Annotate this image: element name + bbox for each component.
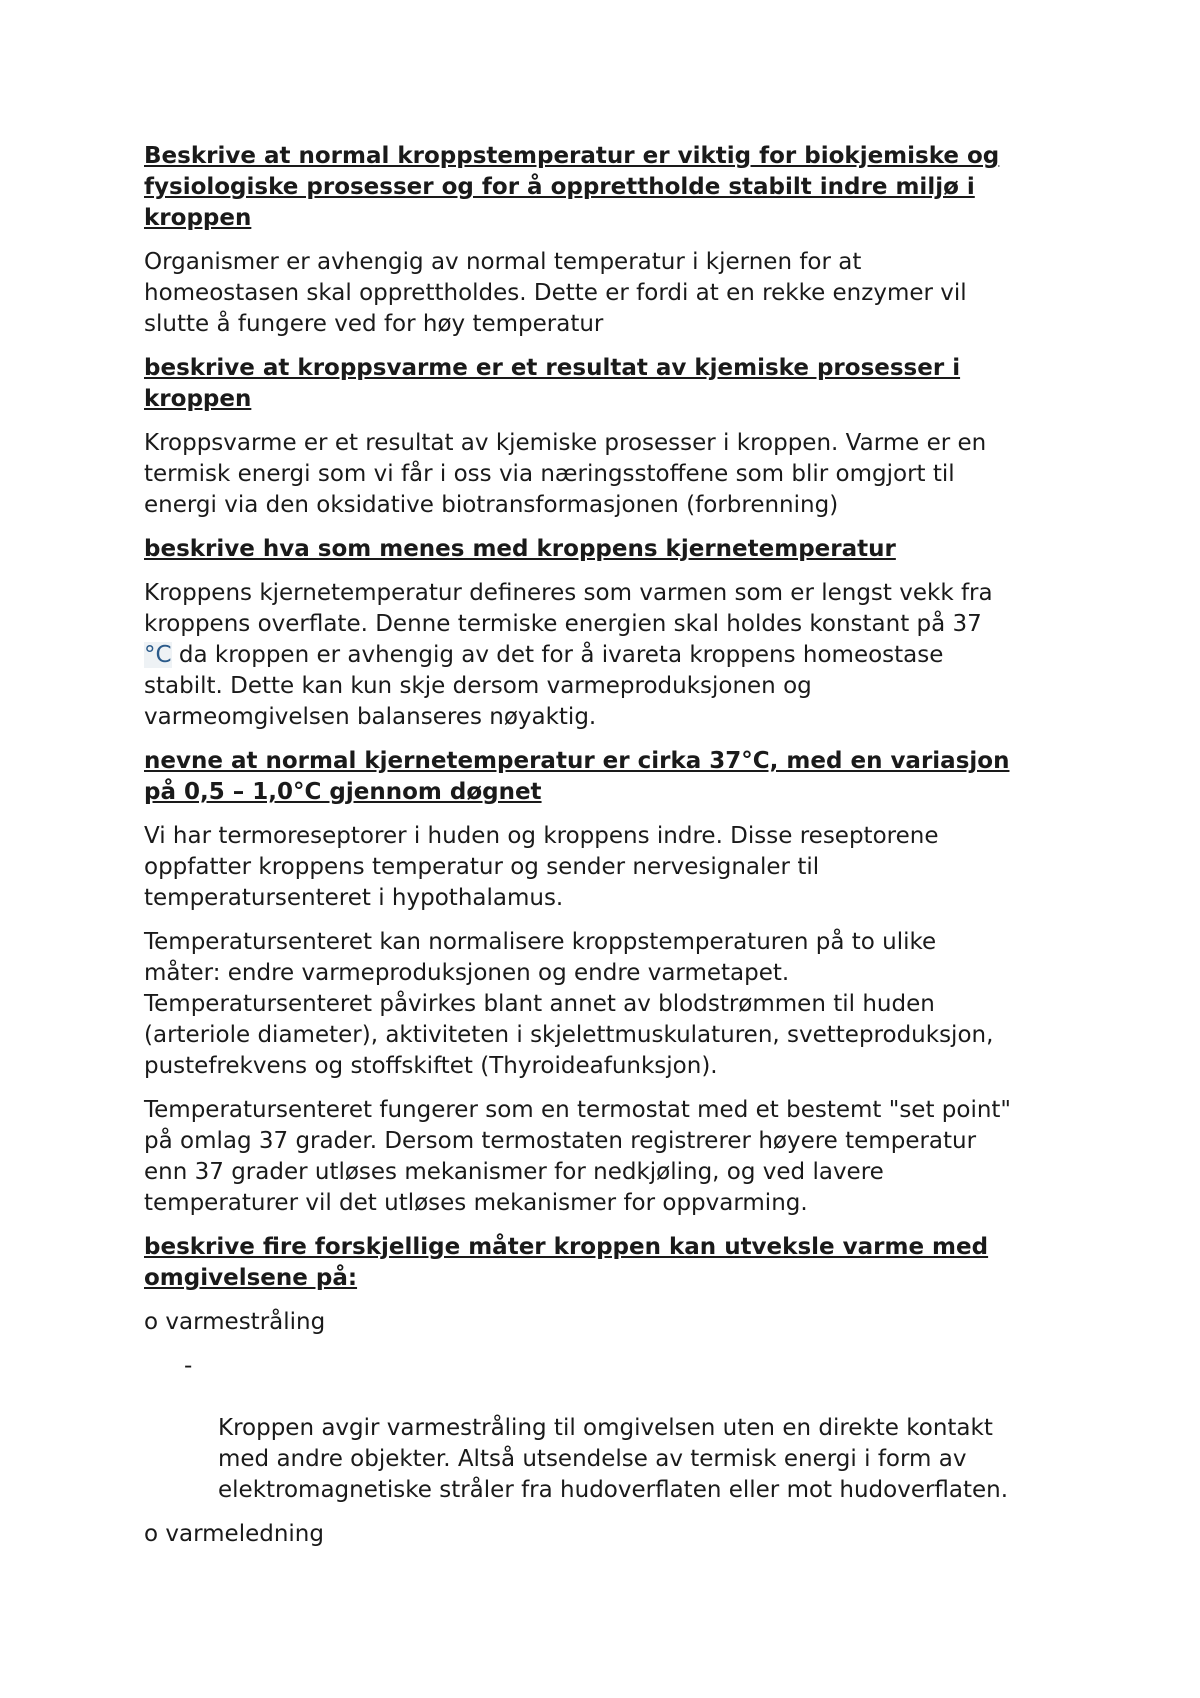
- degree-celsius-highlight: °C: [144, 642, 172, 668]
- list-item-conduction: o varmeledning: [144, 1521, 324, 1547]
- paragraph-thermostat: Temperatursenteret fungerer som en termostat med et bestemt "set point" på omlag 37 grader. Dersom termostaten registrerer høyere temperatur enn 37 grader utløses mekanismer for nedkjøling, og ved lavere temperaturer vil det utløses mekanismer for oppvarming.: [144, 1097, 1012, 1216]
- list-item-radiation: o varmestråling: [144, 1309, 326, 1335]
- radiation-detail-text: Kroppen avgir varmestråling til omgivelsen uten en direkte kontakt med andre objekter. Altså utsendelse av termisk energi i form av elektromagnetiske stråler fra hudoverflaten eller mot hudoverflaten.: [218, 1415, 1009, 1503]
- core-temperature-text-start: Kroppens kjernetemperatur defineres som varmen som er lengst vekk fra kroppens overflate. Denne termiske energien skal holdes konstant på 37: [144, 580, 993, 637]
- dash-bullet: -: [184, 1353, 193, 1379]
- list-item-radiation-detail: [144, 1351, 1074, 1506]
- paragraph-thermoreceptors: Vi har termoreseptorer i huden og kroppens indre. Disse reseptorene oppfatter kroppens temperatur og sender nervesignaler til temperatursenteret i hypothalamus.: [144, 823, 939, 911]
- section-heading-heat-exchange: beskrive fire forskjellige måter kroppen kan utveksle varme med omgivelsene på:: [144, 1234, 989, 1291]
- core-temperature-text-end: da kroppen er avhengig av det for å ivareta kroppens homeostase stabilt. Dette kan kun skje dersom varmeproduksjonen og varmeomgivelsen balanseres nøyaktig.: [144, 642, 944, 730]
- paragraph-body-heat: Kroppsvarme er et resultat av kjemiske prosesser i kroppen. Varme er en termisk energi som vi får i oss via næringsstoffene som blir omgjort til energi via den oksidative biotransformasjonen (forbrenning): [144, 430, 987, 518]
- document-page: [144, 141, 1074, 1563]
- section-heading-normal-temperature: Beskrive at normal kroppstemperatur er viktig for biokjemiske og fysiologiske prosesser og for å opprettholde stabilt indre miljø i kroppen: [144, 143, 1000, 231]
- paragraph-core-temperature: [144, 578, 1074, 733]
- section-heading-normal-core-temp: nevne at normal kjernetemperatur er cirka 37°C, med en variasjon på 0,5 – 1,0°C gjennom døgnet: [144, 748, 1010, 805]
- paragraph-temperature-center: Temperatursenteret kan normalisere kroppstemperaturen på to ulike måter: endre varmeproduksjonen og endre varmetapet. Temperatursenteret påvirkes blant annet av blodstrømmen til huden (arteriole diameter), aktiviteten i skjelettmuskulaturen, svetteproduksjon, pustefrekvens og stoffskiftet (Thyroideafunksjon).: [144, 929, 994, 1079]
- section-heading-core-temperature: beskrive hva som menes med kroppens kjernetemperatur: [144, 536, 896, 562]
- section-heading-body-heat: beskrive at kroppsvarme er et resultat av kjemiske prosesser i kroppen: [144, 355, 961, 412]
- paragraph-normal-temperature: Organismer er avhengig av normal temperatur i kjernen for at homeostasen skal opprettholdes. Dette er fordi at en rekke enzymer vil slutte å fungere ved for høy temperatur: [144, 249, 967, 337]
